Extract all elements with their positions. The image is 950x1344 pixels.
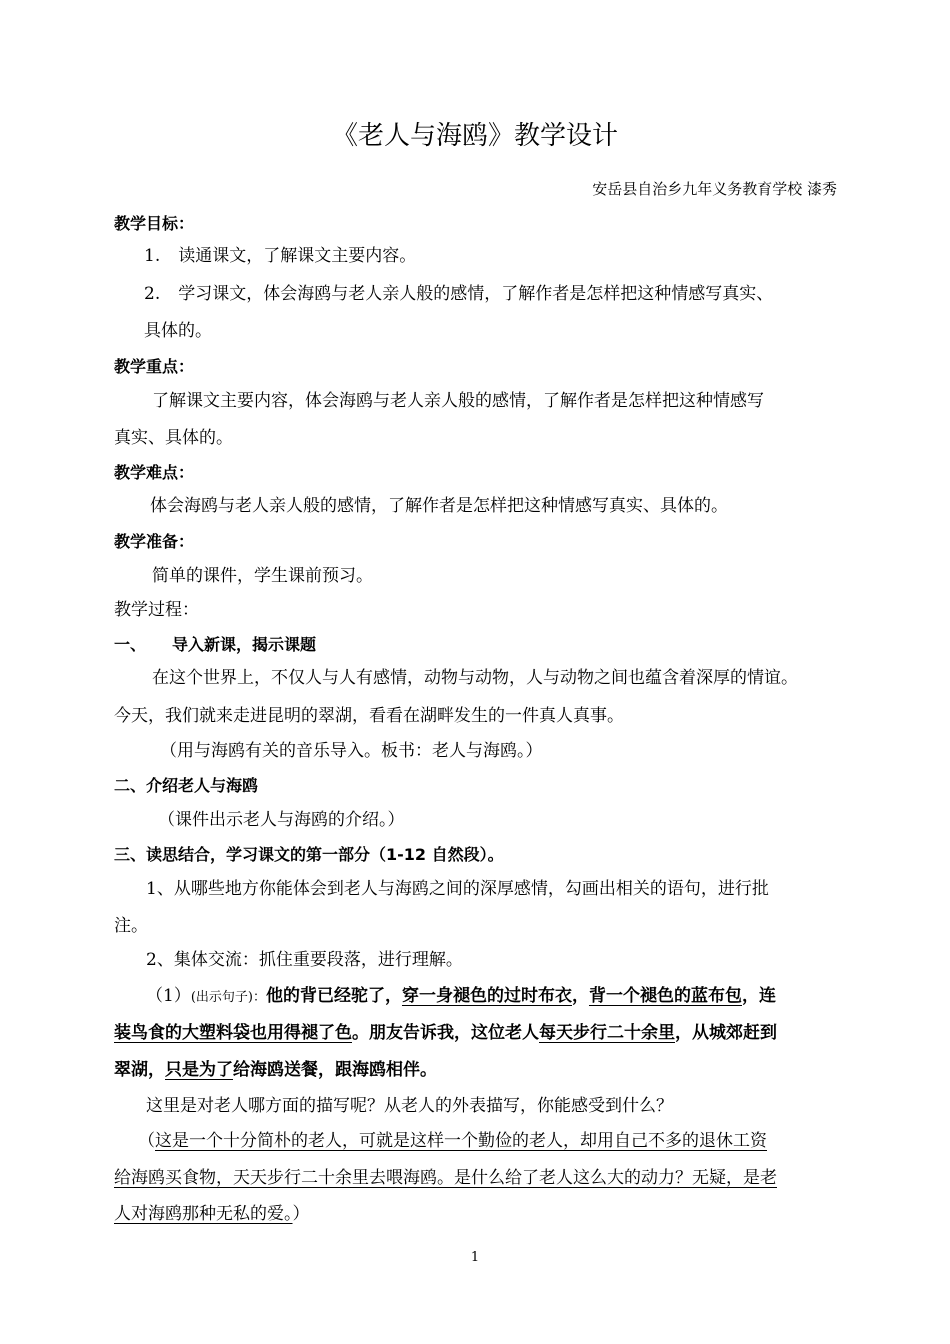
focus-text-line-2: 真实、具体的。 bbox=[114, 428, 233, 448]
section-1-number: 一、 bbox=[114, 635, 147, 654]
section-3-item-1-line-1: 1、从哪些地方你能体会到老人与海鸥之间的深厚感情，勾画出相关的语句，进行批 bbox=[146, 879, 769, 899]
quote-underlined-text: 只是为了 bbox=[165, 1060, 233, 1080]
answer-line-3 bbox=[114, 1202, 839, 1226]
section-1-paragraph-line-2: 今天，我们就来走进昆明的翠湖，看看在湖畔发生的一件真人真事。 bbox=[114, 706, 624, 726]
section-3-item-2: 2、集体交流：抓住重要段落，进行理解。 bbox=[146, 950, 463, 970]
section-1-heading bbox=[114, 633, 839, 657]
quote-line-3 bbox=[114, 1058, 839, 1082]
prep-heading: 教学准备： bbox=[114, 532, 195, 551]
prep-text: 简单的课件，学生课前预习。 bbox=[152, 566, 373, 586]
difficulty-text: 体会海鸥与老人亲人般的感情，了解作者是怎样把这种情感写真实、具体的。 bbox=[150, 496, 728, 516]
section-3-heading: 三、读思结合，学习课文的第一部分（1-12 自然段）。 bbox=[114, 845, 504, 864]
answer-underlined-text: 这是一个十分简朴的老人，可就是这样一个勤俭的老人，却用自己不多的退休工资 bbox=[155, 1131, 767, 1151]
goal-2-text: 学习课文，体会海鸥与老人亲人般的感情，了解作者是怎样把这种情感写真实、 bbox=[178, 284, 774, 304]
quote-number: （1） bbox=[146, 986, 191, 1006]
quote-line-2 bbox=[114, 1021, 839, 1045]
quote-text: 给海鸥送餐，跟海鸥相伴。 bbox=[233, 1060, 437, 1080]
quote-underlined-text: 每天步行二十余里 bbox=[539, 1023, 675, 1043]
answer-line-1 bbox=[138, 1129, 863, 1153]
question-text: 这里是对老人哪方面的描写呢？从老人的外表描写，你能感受到什么？ bbox=[146, 1096, 673, 1116]
section-3-item-1-line-2: 注。 bbox=[114, 916, 148, 936]
answer-paren-close: ） bbox=[292, 1204, 310, 1224]
quote-underlined-text: 装鸟食的大塑料袋也用得褪了色 bbox=[114, 1023, 352, 1043]
answer-paren-open: （ bbox=[138, 1131, 155, 1151]
goal-1-number: 1. bbox=[144, 246, 161, 266]
focus-heading: 教学重点： bbox=[114, 357, 195, 376]
goal-1 bbox=[144, 244, 869, 268]
quote-underlined-text: 背一个褪色的蓝布包 bbox=[588, 986, 742, 1006]
section-1-title: 导入新课，揭示课题 bbox=[172, 635, 317, 654]
goal-2-continued: 具体的。 bbox=[144, 321, 212, 341]
section-2-heading: 二、介绍老人与海鸥 bbox=[114, 776, 259, 795]
quote-text: 翠湖， bbox=[114, 1060, 165, 1080]
focus-text-line-1: 了解课文主要内容，体会海鸥与老人亲人般的感情，了解作者是怎样把这种情感写 bbox=[152, 391, 764, 411]
answer-line-2: 给海鸥买食物，天天步行二十余里去喂海鸥。是什么给了老人这么大的动力？无疑，是老 bbox=[114, 1168, 777, 1188]
goals-heading: 教学目标： bbox=[114, 214, 195, 233]
author-line: 安岳县自治乡九年义务教育学校 漆秀 bbox=[592, 180, 837, 198]
quote-underlined-text: 穿一身褪色的过时布衣 bbox=[401, 986, 572, 1006]
goal-1-text: 读通课文，了解课文主要内容。 bbox=[178, 246, 417, 266]
goal-2 bbox=[144, 282, 869, 306]
quote-text: 。朋友告诉我，这位老人 bbox=[352, 1023, 539, 1043]
quote-text: ，从城郊赶到 bbox=[675, 1023, 777, 1043]
section-1-paragraph-line-1: 在这个世界上，不仅人与人有感情，动物与动物，人与动物之间也蕴含着深厚的情谊。 bbox=[152, 668, 798, 688]
goal-2-number: 2. bbox=[144, 284, 161, 304]
quote-text: ，连 bbox=[741, 986, 776, 1006]
process-heading: 教学过程： bbox=[114, 600, 199, 620]
quote-line-1 bbox=[146, 984, 871, 1010]
document-title: 《老人与海鸥》教学设计 bbox=[331, 121, 618, 151]
page-number: 1 bbox=[470, 1250, 480, 1265]
quote-text: 他的背已经驼了， bbox=[265, 986, 402, 1006]
answer-underlined-text: 人对海鸥那种无私的爱。 bbox=[114, 1204, 293, 1224]
quote-text: ， bbox=[571, 986, 589, 1006]
difficulty-heading: 教学难点： bbox=[114, 463, 195, 482]
section-2-note: （课件出示老人与海鸥的介绍。） bbox=[158, 810, 405, 830]
quote-label: (出示句子)： bbox=[190, 990, 266, 1005]
section-1-note: （用与海鸥有关的音乐导入。板书：老人与海鸥。） bbox=[160, 741, 543, 761]
